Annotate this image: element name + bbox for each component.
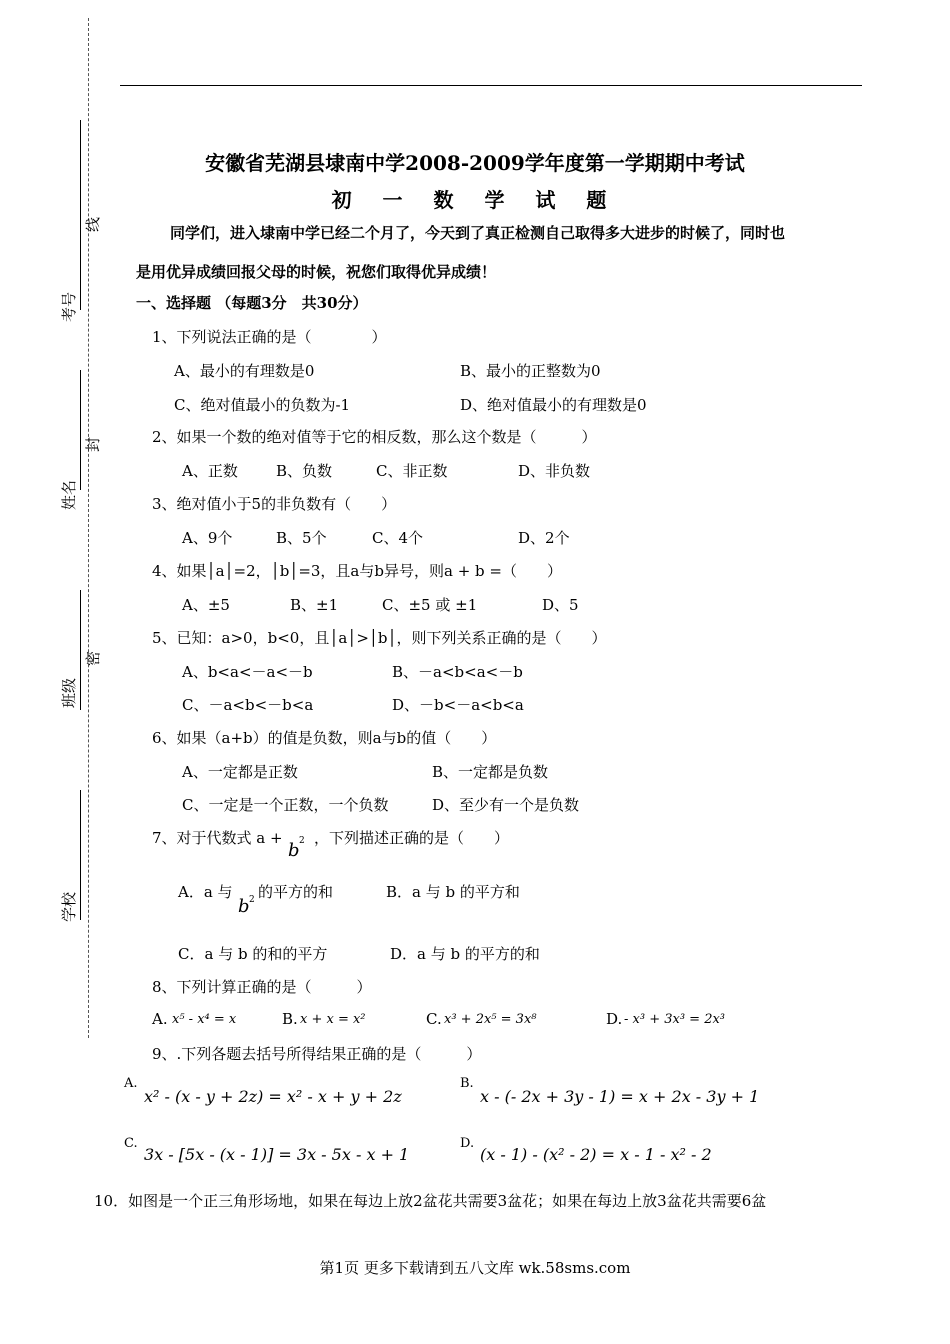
q7-stem-sup: 2 [299, 836, 305, 846]
q6-stem: 6、如果（a+b）的值是负数，则a与b的值（ ） [152, 729, 497, 747]
q1-option-a: A、最小的有理数是0 [174, 362, 315, 380]
q6-option-c: C、一定是一个正数，一个负数 [182, 796, 389, 814]
q2-stem: 2、如果一个数的绝对值等于它的相反数，那么这个数是（ ） [152, 428, 597, 446]
q9-option-a-expr: x² - (x - y + 2z) = x² - x + y + 2z [144, 1087, 402, 1106]
header-rule [120, 85, 862, 86]
binding-field-line-xingming [80, 370, 81, 490]
binding-field-line-banji [80, 590, 81, 710]
q3-option-c: C、4个 [372, 529, 424, 547]
q7-option-a-sup: 2 [249, 895, 255, 905]
q8-option-c-expr: x³ + 2x⁵ = 3x⁸ [444, 1012, 537, 1027]
q8-option-b-expr: x + x = x² [300, 1012, 366, 1027]
seal-word-feng: 封 [84, 436, 102, 452]
q2-option-b: B、负数 [276, 462, 333, 480]
class-label: 班级 [60, 677, 78, 708]
intro-line-2: 是用优异成绩回报父母的时候，祝您们取得优异成绩！ [136, 263, 497, 281]
q5-option-b: B、－a<b<a<－b [392, 663, 523, 681]
q5-option-a: A、b<a<－a<－b [182, 663, 313, 681]
q6-option-b: B、一定都是负数 [432, 763, 549, 781]
q7-option-b: B．a 与 b 的平方和 [386, 883, 520, 901]
q4-option-d: D、5 [542, 596, 579, 614]
seal-word-mi: 密 [84, 650, 102, 666]
q7-stem-b: b [288, 840, 300, 861]
q7-option-d: D．a 与 b 的平方的和 [390, 945, 540, 963]
q2-option-a: A、正数 [182, 462, 238, 480]
q8-option-d-label: D. [606, 1010, 623, 1028]
q9-option-c-expr: 3x - [5x - (x - 1)] = 3x - 5x - x + 1 [144, 1145, 410, 1164]
q8-option-c-label: C. [426, 1010, 442, 1028]
q1-stem: 1、下列说法正确的是（ ） [152, 328, 387, 346]
school-label: 学校 [60, 891, 78, 922]
binding-field-line-xuexiao [80, 790, 81, 920]
q4-option-a: A、±5 [182, 596, 230, 614]
q8-option-b-label: B. [282, 1010, 298, 1028]
q9-option-c-label: C. [124, 1136, 138, 1151]
q7-stem-post: ，下列描述正确的是（ ） [314, 829, 510, 847]
q7-stem-pre: 7、对于代数式 a + [152, 829, 283, 847]
q5-option-d: D、－b<－a<b<a [392, 696, 524, 714]
q10-stem: 10．如图是一个正三角形场地，如果在每边上放2盆花共需要3盆花；如果在每边上放3盆花共需要6盆 [94, 1192, 767, 1210]
q7-option-c: C．a 与 b 的和的平方 [178, 945, 328, 963]
q7-option-a-pre: A．a 与 [178, 883, 233, 901]
q4-stem: 4、如果│a│=2，│b│=3，且a与b异号，则a + b =（ ） [152, 562, 562, 580]
seal-word-xian: 线 [84, 216, 102, 232]
q4-option-c: C、±5 或 ±1 [382, 596, 478, 614]
q3-option-d: D、2个 [518, 529, 570, 547]
q2-option-c: C、非正数 [376, 462, 448, 480]
q6-option-d: D、至少有一个是负数 [432, 796, 580, 814]
q3-option-a: A、9个 [182, 529, 233, 547]
q5-option-c: C、－a<b<－b<a [182, 696, 314, 714]
q9-option-a-label: A. [124, 1076, 138, 1091]
q7-option-a-post: 的平方的和 [258, 883, 334, 901]
q4-option-b: B、±1 [290, 596, 339, 614]
page-footer: 第1页 更多下载请到五八文库 wk.58sms.com [319, 1259, 631, 1277]
q1-option-d: D、绝对值最小的有理数是0 [460, 396, 647, 414]
q9-option-d-label: D. [460, 1136, 475, 1151]
q8-option-d-expr: - x³ + 3x³ = 2x³ [624, 1012, 726, 1027]
q5-stem: 5、已知：a>0，b<0，且│a│>│b│，则下列关系正确的是（ ） [152, 629, 607, 647]
name-label: 姓名 [60, 479, 78, 510]
intro-line-1: 同学们，进入埭南中学已经二个月了，今天到了真正检测自己取得多大进步的时候了，同时也 [170, 224, 786, 242]
exam-number-label: 考号 [60, 291, 78, 322]
exam-subtitle: 初 一 数 学 试 题 [331, 188, 619, 212]
q1-option-b: B、最小的正整数为0 [460, 362, 601, 380]
q8-option-a-label: A. [152, 1010, 168, 1028]
exam-title: 安徽省芜湖县埭南中学2008-2009学年度第一学期期中考试 [205, 151, 745, 175]
q1-option-c: C、绝对值最小的负数为-1 [174, 396, 351, 414]
q9-option-d-expr: (x - 1) - (x² - 2) = x - 1 - x² - 2 [480, 1145, 712, 1164]
q8-stem: 8、下列计算正确的是（ ） [152, 978, 372, 996]
section-1-heading: 一、选择题 （每题3分 共30分） [136, 294, 368, 312]
q9-stem: 9、.下列各题去括号所得结果正确的是（ ） [152, 1045, 482, 1063]
q3-option-b: B、5个 [276, 529, 327, 547]
q6-option-a: A、一定都是正数 [182, 763, 298, 781]
q9-option-b-expr: x - (- 2x + 3y - 1) = x + 2x - 3y + 1 [480, 1087, 760, 1106]
q8-option-a-expr: x⁵ - x⁴ = x [172, 1012, 237, 1027]
q7-option-a-b: b [238, 896, 250, 917]
q9-option-b-label: B. [460, 1076, 474, 1091]
q2-option-d: D、非负数 [518, 462, 591, 480]
q3-stem: 3、绝对值小于5的非负数有（ ） [152, 495, 397, 513]
